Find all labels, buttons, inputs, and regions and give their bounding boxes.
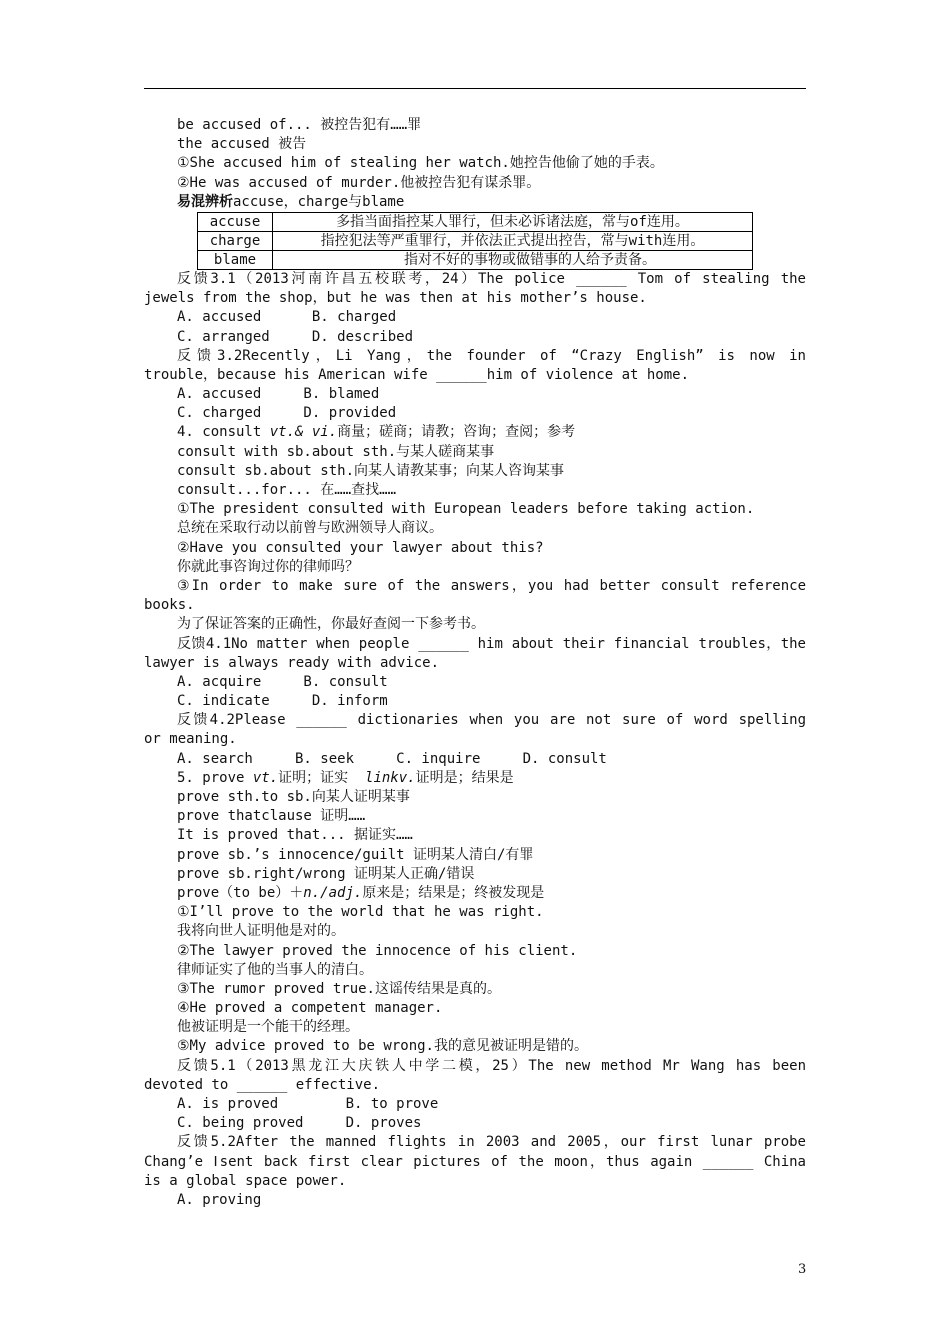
comparison-table bbox=[197, 212, 753, 270]
vocab-meaning: 证明；证实 bbox=[278, 769, 366, 786]
part-of-speech: n./adj. bbox=[303, 884, 363, 901]
example-translation: 总统在采取行动以前曾与欧洲领导人商议。 bbox=[177, 520, 443, 537]
text-line: prove sth.to sb.向某人证明某事 bbox=[177, 789, 410, 805]
exercise-question: jewels from the shop，but he was then at his mother’s house. bbox=[144, 290, 647, 307]
table-cell-desc: 指控犯法等严重罪行，并依法正式提出控告，常与with连用。 bbox=[273, 231, 753, 250]
table-cell-word: accuse bbox=[198, 212, 273, 231]
example-translation: 你就此事咨询过你的律师吗？ bbox=[177, 558, 359, 575]
text-line: be accused of... 被控告犯有……罪 bbox=[177, 117, 422, 133]
table-cell-desc: 多指当面指控某人罪行，但未必诉诸法庭，常与of连用。 bbox=[273, 212, 753, 231]
table-row bbox=[198, 231, 753, 250]
table-cell-desc: 指对不好的事物或做错事的人给予责备。 bbox=[273, 250, 753, 269]
exercise-options: A. accused B. blamed bbox=[177, 386, 380, 403]
exercise-options: C. indicate D. inform bbox=[177, 693, 388, 710]
text-line: ②He was accused of murder.他被控告犯有谋杀罪。 bbox=[177, 174, 541, 191]
example-sentence: ①The president consulted with European leaders before taking action. bbox=[177, 501, 755, 518]
vocab-heading-prove bbox=[144, 769, 806, 788]
page-number: 3 bbox=[798, 1262, 807, 1277]
example-sentence: ②Have you consulted your lawyer about this? bbox=[177, 539, 544, 556]
exercise-options: A. proving bbox=[177, 1191, 262, 1208]
text-line: It is proved that... 据证实…… bbox=[177, 827, 413, 844]
exercise-question: 反馈5.1（2013黑龙江大庆铁人中学二模，25）The new method Mr Wang has been bbox=[177, 1057, 806, 1074]
exercise-options: A. is proved B. to prove bbox=[177, 1096, 439, 1112]
exercise-options: A. acquire B. consult bbox=[177, 673, 388, 690]
vocab-heading-consult bbox=[144, 423, 806, 442]
vocab-word: 5. prove bbox=[177, 769, 253, 786]
exercise-question: Chang’e Ⅰsent back first clear pictures of the moon，thus again ______ China bbox=[144, 1153, 806, 1170]
text-line bbox=[144, 884, 806, 903]
document-body bbox=[144, 116, 806, 1210]
exercise-question: 反馈3.1（2013河南许昌五校联考，24）The police ______ Tom of stealing the bbox=[177, 270, 806, 287]
table-row bbox=[198, 212, 753, 231]
exercise-question: trouble，because his American wife ______him of violence at home. bbox=[144, 366, 690, 383]
text-line: consult with sb.about sth.与某人磋商某事 bbox=[177, 443, 495, 460]
text-line: consult...for... 在……查找…… bbox=[177, 482, 397, 498]
example-sentence: ⑤My advice proved to be wrong.我的意见被证明是错的。 bbox=[177, 1038, 588, 1055]
exercise-question: devoted to ______ effective. bbox=[144, 1076, 381, 1093]
comparison-heading bbox=[144, 193, 806, 212]
example-translation: 我将向世人证明他是对的。 bbox=[177, 923, 345, 940]
vocab-word: 4. consult bbox=[177, 424, 270, 441]
exercise-options: A. accused B. charged bbox=[177, 309, 397, 326]
exercise-options: A. search B. seek C. inquire D. consult bbox=[177, 750, 607, 767]
vocab-meaning: 证明是；结果是 bbox=[415, 769, 514, 786]
exercise-question: lawyer is always ready with advice. bbox=[144, 654, 440, 671]
text-line: the accused 被告 bbox=[177, 136, 307, 153]
exercise-question: is a global space power. bbox=[144, 1172, 347, 1189]
table-cell-word: charge bbox=[198, 231, 273, 250]
example-sentence: ③In order to make sure of the answers，you had better consult reference bbox=[177, 577, 806, 594]
pattern-text: prove（to be）＋ bbox=[177, 884, 304, 901]
text-line: prove sb.’s innocence/guilt 证明某人清白/有罪 bbox=[177, 846, 534, 863]
header-rule bbox=[144, 88, 806, 89]
example-sentence: ②The lawyer proved the innocence of his client. bbox=[177, 942, 578, 959]
example-translation: 为了保证答案的正确性，你最好查阅一下参考书。 bbox=[177, 616, 485, 633]
text-line: prove thatclause 证明…… bbox=[177, 808, 366, 825]
example-translation: 他被证明是一个能干的经理。 bbox=[177, 1019, 359, 1036]
text-line: consult sb.about sth.向某人请教某事；向某人咨询某事 bbox=[177, 462, 565, 479]
exercise-question: 反馈3.2Recently，Li Yang，the founder of “Crazy English” is now in bbox=[177, 347, 806, 364]
exercise-question: 反馈4.1No matter when people ______ him about their financial troubles，the bbox=[177, 635, 806, 652]
example-sentence: books. bbox=[144, 597, 195, 614]
exercise-options: C. being proved D. proves bbox=[177, 1115, 422, 1132]
table-cell-word: blame bbox=[198, 250, 273, 269]
exercise-options: C. arranged D. described bbox=[177, 328, 414, 345]
text-line: ①She accused him of stealing her watch.她控告他偷了她的手表。 bbox=[177, 155, 664, 172]
part-of-speech: vt. bbox=[252, 769, 279, 786]
table-row bbox=[198, 250, 753, 269]
text-line: prove sb.right/wrong 证明某人正确/错误 bbox=[177, 865, 475, 882]
part-of-speech: vt.& vi. bbox=[269, 424, 338, 441]
comparison-heading-words: accuse，charge与blame bbox=[233, 193, 405, 210]
example-translation: 律师证实了他的当事人的清白。 bbox=[177, 961, 373, 978]
comparison-heading-label: 易混辨析 bbox=[177, 193, 233, 210]
example-sentence: ④He proved a competent manager. bbox=[177, 1000, 443, 1017]
exercise-question: 反馈4.2Please ______ dictionaries when you are not sure of word spelling bbox=[177, 712, 806, 729]
example-sentence: ③The rumor proved true.这谣传结果是真的。 bbox=[177, 980, 501, 997]
exercise-question: or meaning. bbox=[144, 731, 237, 748]
example-sentence: ①I’ll prove to the world that he was right. bbox=[177, 904, 544, 921]
exercise-options: C. charged D. provided bbox=[177, 405, 397, 422]
vocab-meaning: 商量；磋商；请教；咨询；查阅；参考 bbox=[337, 424, 576, 441]
pattern-meaning: 原来是；结果是；终被发现是 bbox=[362, 884, 545, 901]
part-of-speech: linkv. bbox=[365, 769, 416, 786]
exercise-question: 反馈5.2After the manned flights in 2003 and 2005，our first lunar probe bbox=[177, 1134, 806, 1151]
